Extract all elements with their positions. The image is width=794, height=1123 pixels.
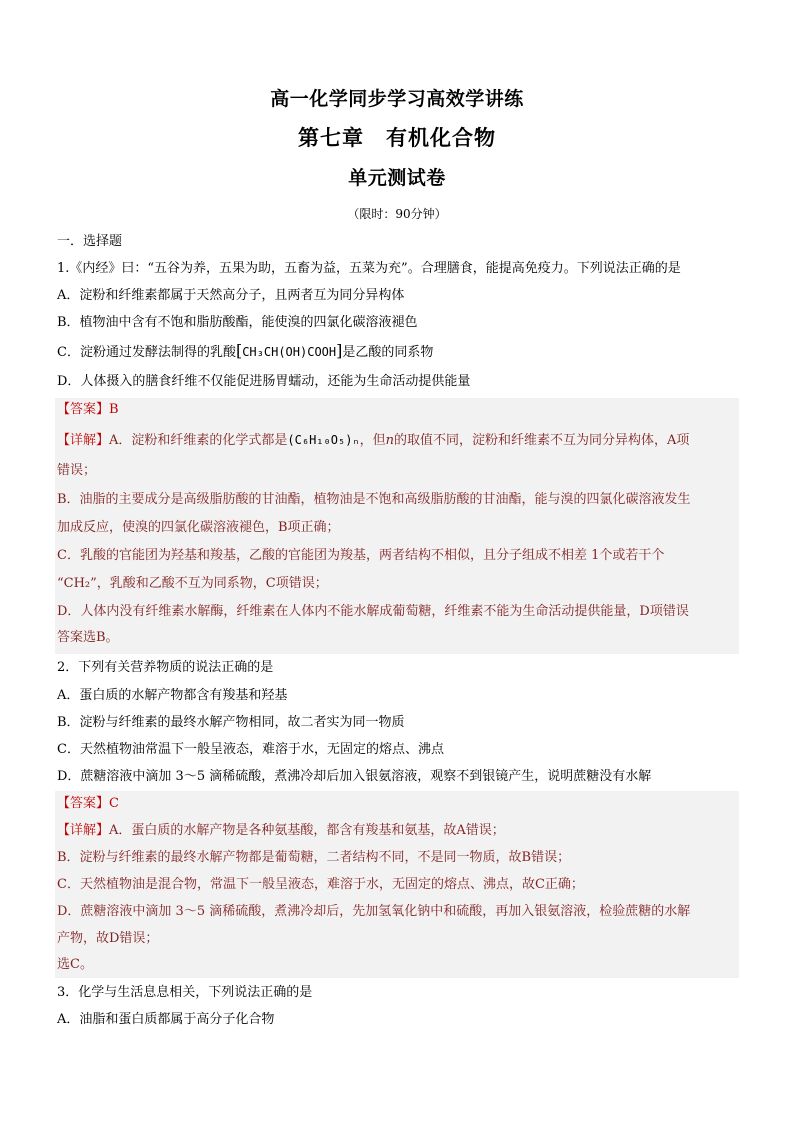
q2-option-a: A．蛋白质的水解产物都含有羧基和羟基 — [57, 688, 288, 703]
q1-answer: 【答案】B — [57, 402, 119, 417]
q1-detail-a2: 错误； — [57, 463, 97, 478]
time-limit: （限时：90分钟） — [347, 207, 447, 221]
q1-option-c: C．淀粉通过发酵法制得的乳酸[CH₃CH(OH)COOH]是乙酸的同系物 — [57, 341, 434, 360]
q3-option-a: A．油脂和蛋白质都属于高分子化合物 — [57, 1012, 275, 1027]
q2-option-c: C．天然植物油常温下一般呈液态，难溶于水，无固定的熔点、沸点 — [57, 742, 444, 757]
q1-detail-d1: D．人体内没有纤维素水解酶，纤维素在人体内不能水解成葡萄糖，纤维素不能为生命活动提供能量，D项错误 — [57, 604, 689, 619]
chapter-title: 第七章 有机化合物 — [298, 126, 496, 150]
q2-detail-b1: B．淀粉与纤维素的最终水解产物都是葡萄糖，二者结构不同，不是同一物质，故B错误； — [57, 850, 571, 865]
q1-conclusion: 答案选B。 — [57, 630, 119, 645]
q2-detail-tag: 【详解】 — [57, 823, 110, 838]
q1-detail-a-mid: ，但 — [359, 433, 386, 448]
q2-option-d: D．蔗糖溶液中滴加 3～5 滴稀硫酸，煮沸冷却后加入银氨溶液，观察不到银镜产生，说明蔗糖没有水解 — [57, 769, 652, 784]
q1-detail-b2: 加成反应，使溴的四氯化碳溶液褪色，B项正确； — [57, 520, 340, 535]
section-heading: 一．选择题 — [57, 234, 123, 249]
q1-detail-c2: “CH₂”，乳酸和乙酸不互为同系物，C项错误； — [57, 576, 328, 591]
q2-conclusion: 选C。 — [57, 957, 93, 972]
q2-detail-c1: C．天然植物油是混合物，常温下一般呈液态，难溶于水，无固定的熔点、沸点，故C正确； — [57, 877, 584, 892]
q1-detail-a — [57, 432, 689, 449]
q1-detail-b1: B．油脂的主要成分是高级脂肪酸的甘油酯，植物油是不饱和高级脂肪酸的甘油酯，能与溴的四氯化碳溶液发生 — [57, 492, 691, 507]
q1-option-d: D．人体摄入的膳食纤维不仅能促进肠胃蠕动，还能为生命活动提供能量 — [57, 374, 471, 389]
q1-option-a: A．淀粉和纤维素都属于天然高分子，且两者互为同分异构体 — [57, 288, 405, 303]
q2-answer: 【答案】C — [57, 796, 119, 811]
lactic-acid-formula: CH₃CH(OH)COOH — [242, 345, 337, 359]
q1-detail-c1: C．乳酸的官能团为羟基和羧基，乙酸的官能团为羧基，两者结构不相似，且分子组成不相差 1个或若干个 — [57, 548, 665, 563]
q1-stem: 1.《内经》曰：“五谷为养，五果为助，五畜为益，五菜为充”。合理膳食，能提高免疫力。下列说法正确的是 — [57, 261, 681, 276]
q1-detail-a-text: A．淀粉和纤维素的化学式都是 — [109, 433, 288, 448]
q2-detail-d1: D．蔗糖溶液中滴加 3～5 滴稀硫酸，煮沸冷却后，先加氢氧化钠中和硫酸，再加入银氨溶液，检验蔗糖的水解 — [57, 904, 691, 919]
q2-detail-a-text: A．蛋白质的水解产物是各种氨基酸，都含有羧基和氨基，故A错误； — [109, 823, 505, 838]
series-title: 高一化学同步学习高效学讲练 — [270, 88, 524, 110]
test-title: 单元测试卷 — [348, 167, 446, 189]
q3-stem: 3．化学与生活息息相关，下列说法正确的是 — [57, 985, 313, 1000]
q1-option-c-text: C．淀粉通过发酵法制得的乳酸 — [57, 345, 236, 360]
q2-option-b: B．淀粉与纤维素的最终水解产物相同，故二者实为同一物质 — [57, 715, 405, 730]
q1-detail-a-post: 的取值不同，淀粉和纤维素不互为同分异构体，A项 — [394, 433, 690, 448]
q1-option-b: B．植物油中含有不饱和脂肪酸酯，能使溴的四氯化碳溶液褪色 — [57, 315, 418, 330]
q2-detail-d2: 产物，故D错误； — [57, 931, 159, 946]
q1-detail-tag: 【详解】 — [57, 433, 110, 448]
q2-detail-a — [57, 823, 505, 839]
q1-detail-a-n: n — [385, 433, 395, 448]
q1-option-c-tail: 是乙酸的同系物 — [342, 345, 434, 360]
polysaccharide-formula: (C₆H₁₀O₅)ₙ — [287, 433, 360, 447]
q2-stem: 2．下列有关营养物质的说法正确的是 — [57, 660, 274, 675]
